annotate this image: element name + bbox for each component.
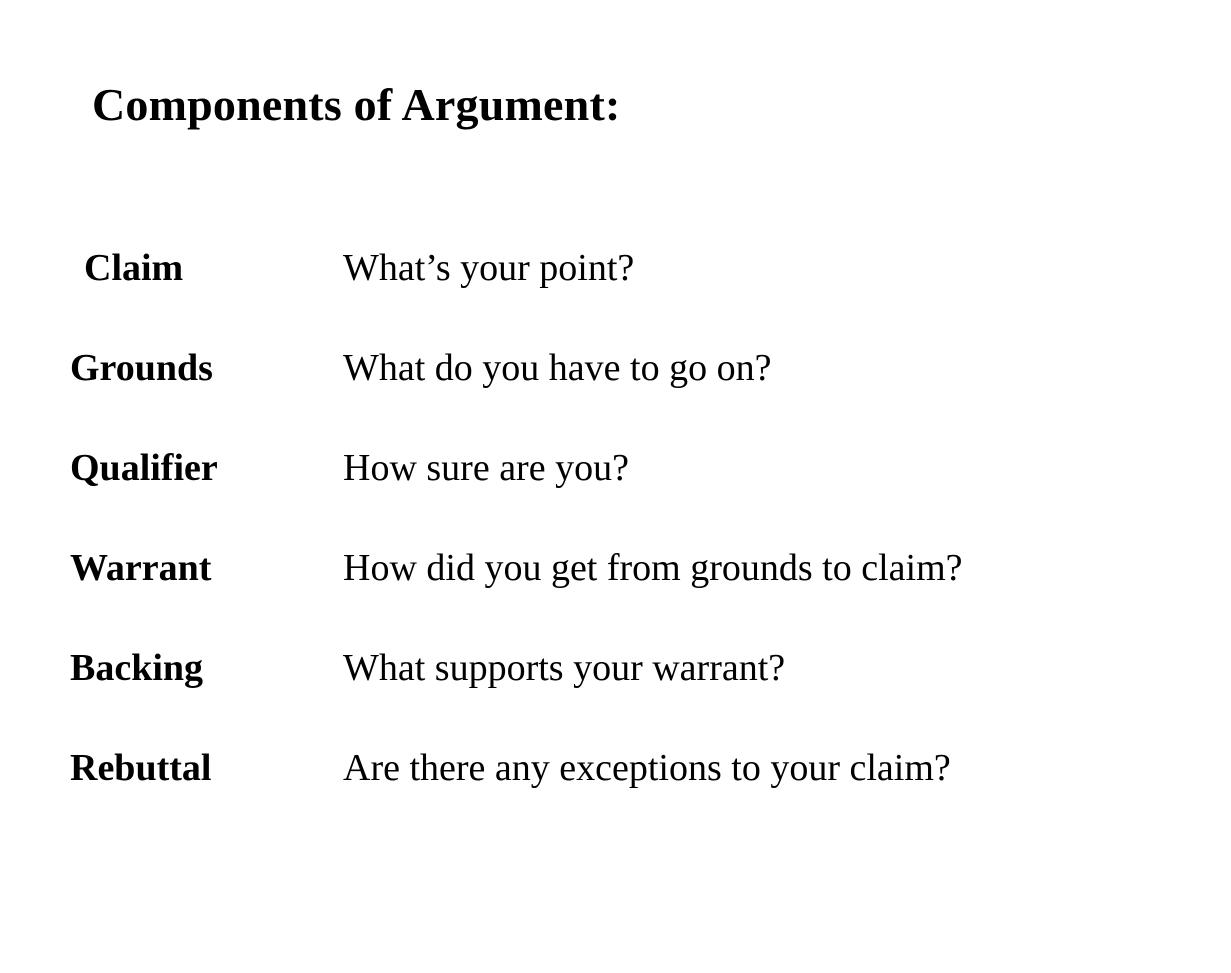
list-item: [0, 246, 1231, 346]
component-term: Grounds: [70, 347, 213, 389]
component-question: Are there any exceptions to your claim?: [343, 747, 951, 789]
component-question: What do you have to go on?: [343, 347, 772, 389]
list-item: [0, 746, 1231, 846]
component-question: How sure are you?: [343, 447, 629, 489]
component-term: Claim: [84, 247, 184, 289]
component-question: What’s your point?: [343, 247, 635, 289]
component-question: How did you get from grounds to claim?: [343, 547, 963, 589]
list-item: [0, 546, 1231, 646]
component-term: Qualifier: [70, 447, 218, 489]
list-item: [0, 446, 1231, 546]
components-list: [0, 246, 1231, 846]
component-term: Warrant: [70, 547, 212, 589]
component-term: Backing: [70, 647, 204, 689]
list-item: [0, 646, 1231, 746]
component-question: What supports your warrant?: [343, 647, 786, 689]
list-item: [0, 346, 1231, 446]
component-term: Rebuttal: [70, 747, 212, 789]
page-title: Components of Argument:: [92, 79, 621, 130]
